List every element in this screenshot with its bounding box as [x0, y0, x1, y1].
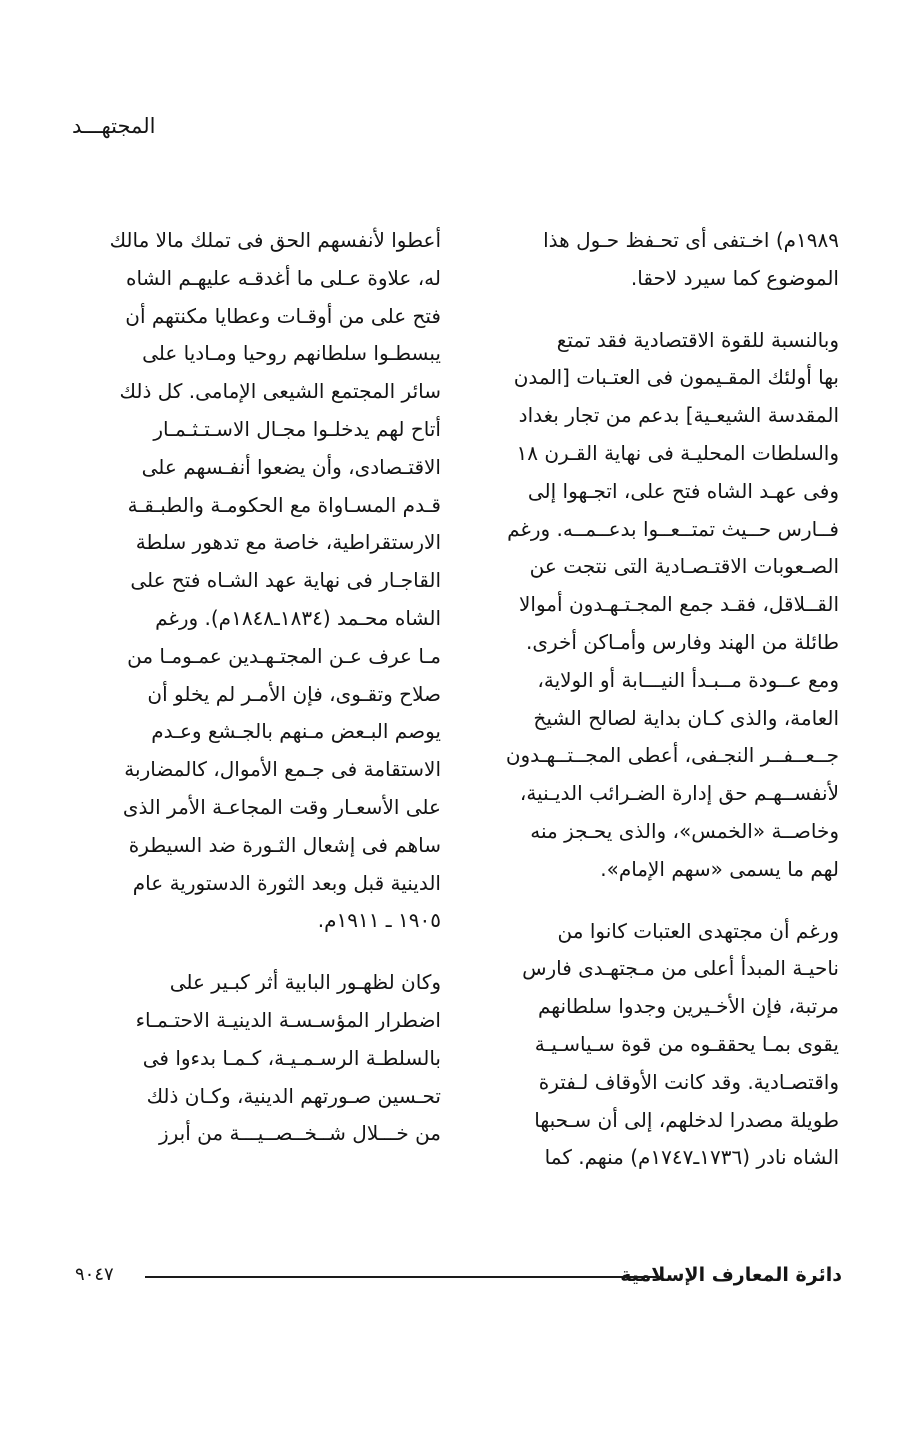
text-line: أعطوا لأنفسهم الحق فى تملك مالا مالك	[109, 228, 441, 252]
text-line: بها أولئك المقـيمون فى العتـبات [المدن	[513, 365, 839, 390]
right-column	[471, 222, 839, 1177]
text-line: تحـسين صـورتهم الدينية، وكـان ذلك	[146, 1083, 441, 1108]
text-line: الاستقامة فى جـمع الأموال، كالمضاربة	[124, 757, 441, 782]
text-line: يبسطـوا سلطانهم روحيا ومـاديا على	[142, 341, 441, 366]
text-line: وخاصــة «الخمس»، والذى يحـجز منه	[530, 818, 839, 843]
text-line: صلاح وتقـوى، فإن الأمـر لم يخلو أن	[147, 681, 441, 706]
text-line: قـدم المسـاواة مع الحكومـة والطبـقـة	[127, 492, 441, 517]
paragraph	[471, 913, 839, 1178]
text-line: الشاه نادر (١٧٣٦ـ١٧٤٧م) منهم. كما	[544, 1145, 839, 1170]
text-line: أتاح لهم يدخلـوا مجـال الاسـتـثـمـار	[153, 416, 441, 441]
text-line: العامة، والذى كـان بداية لصالح الشيخ	[533, 705, 839, 730]
text-line: لأنفســهـم حق إدارة الضـرائب الديـنية،	[519, 781, 839, 806]
running-header: المجتهـــد	[72, 114, 156, 138]
paragraph	[471, 322, 839, 889]
text-line: الموضوع كما سيرد لاحقا.	[630, 265, 839, 290]
text-line: الشاه محـمد (١٨٣٤ـ١٨٤٨م). ورغم	[155, 605, 441, 630]
paragraph	[73, 222, 441, 940]
text-line: طويلة مصدرا لدخلهم، إلى أن سـحبها	[534, 1107, 839, 1132]
text-line: ناحيـة المبدأ أعلى من مـجتهـدى فارس	[522, 956, 839, 981]
text-line: يوصم البـعض مـنهم بالجـشع وعـدم	[151, 719, 441, 744]
text-line: الصـعوبات الاقتـصـادية التى نتجت عن	[529, 554, 839, 579]
text-line: سائر المجتمع الشيعى الإمامى. كل ذلك	[119, 379, 441, 404]
text-line: ١٩٨٩م) اخـتفى أى تحـفظ حـول هذا	[543, 228, 839, 252]
text-line: فتح على من أوقـات وعطايا مكنتهم أن	[125, 303, 441, 328]
text-line: والسلطات المحليـة فى نهاية القـرن ١٨	[516, 440, 839, 465]
text-line: ١٩٠٥ ـ ١٩١١م.	[317, 908, 441, 933]
text-line: الاقتـصادى، وأن يضعوا أنفـسهم على	[141, 454, 441, 479]
text-line: القاجـار فى نهاية عهد الشـاه فتح على	[130, 568, 441, 593]
text-line: يقوى بمـا يحققـوه من قوة سـياسـيـة	[534, 1031, 839, 1056]
paragraph	[471, 222, 839, 298]
page-number: ٩٠٤٧	[75, 1264, 114, 1285]
text-line: واقتصـادية. وقد كانت الأوقاف لـفترة	[538, 1069, 839, 1094]
page-footer	[75, 1262, 842, 1290]
text-line: القــلاقل، فقـد جمع المجـتـهـدون أموالا	[519, 592, 839, 617]
left-column	[73, 222, 441, 1153]
text-line: الدينية قبل وبعد الثورة الدستورية عام	[132, 870, 441, 895]
text-line: مـا عرف عـن المجتـهـدين عمـومـا من	[127, 643, 441, 668]
text-line: وبالنسبة للقوة الاقتصادية فقد تمتع	[556, 327, 839, 352]
paragraph	[73, 964, 441, 1153]
text-line: طائلة من الهند وفارس وأمـاكن أخرى.	[525, 629, 839, 654]
text-line: لهم ما يسمى «سهم الإمام».	[600, 856, 839, 881]
text-line: وفى عهـد الشاه فتح على، اتجـهوا إلى	[527, 478, 839, 503]
text-line: ومع عــودة مــبـدأ النيـــابة أو الولاية،	[537, 667, 839, 692]
text-line: ساهم فى إشعال الثـورة ضد السيطرة	[128, 832, 441, 857]
journal-title: دائرة المعارف الإسلامية	[620, 1264, 842, 1286]
text-line: المقدسة الشيعـية] بدعم من تجار بغداد	[518, 403, 839, 428]
text-line: ورغم أن مجتهدى العتبات كانوا من	[557, 918, 839, 943]
footer-rule	[145, 1276, 662, 1278]
text-line: جــعــفــر النجـفى، أعطى المجــتــهـدون	[505, 743, 839, 768]
text-line: من خـــلال شــخــصــيـــة من أبرز	[158, 1121, 441, 1146]
text-line: مرتبة، فإن الأخـيرين وجدوا سلطانهم	[537, 994, 839, 1019]
text-line: وكان لظهـور البابية أثر كبـير على	[169, 970, 441, 995]
text-line: له، علاوة عـلى ما أغدقـه عليهـم الشاه	[125, 265, 441, 290]
text-line: على الأسعـار وقت المجاعـة الأمر الذى	[122, 794, 441, 819]
text-line: بالسلطـة الرسـمـيـة، كـمـا بدءوا فى	[142, 1045, 441, 1070]
text-line: اضطرار المؤسـسـة الدينيـة الاحتـمـاء	[135, 1007, 441, 1032]
text-line: الارستقراطية، خاصة مع تدهور سلطة	[135, 530, 441, 555]
text-line: فــارس حــيث تمتــعــوا بدعــمــه. ورغم	[507, 516, 839, 541]
